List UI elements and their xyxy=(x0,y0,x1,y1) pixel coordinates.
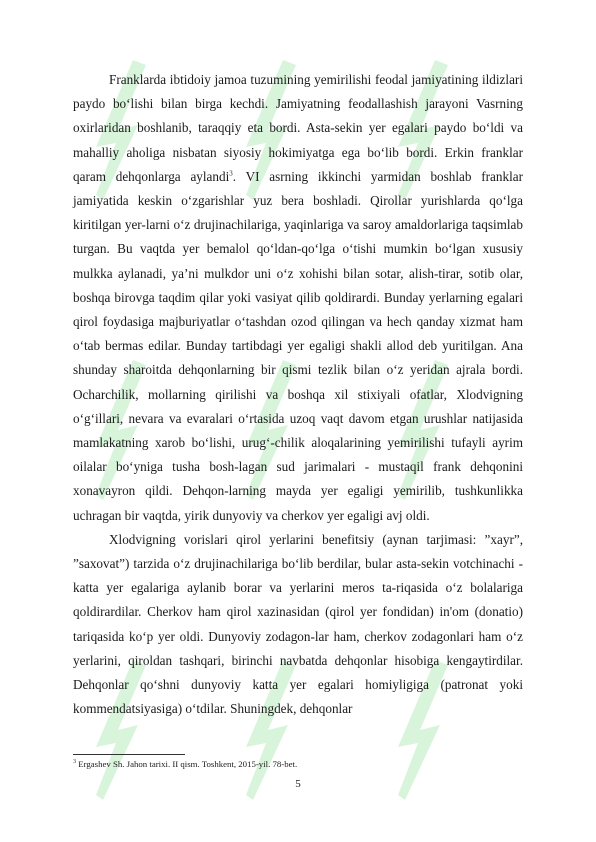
footnote xyxy=(73,759,523,770)
footnote-text: Ergashev Sh. Jahon tarixi. II qism. Toshkent, 2015-yil. 78-bet. xyxy=(76,759,298,769)
paragraph-text: . VI asrning ikkinchi yarmidan boshlab franklar jamiyatida keskin o‘zgarishlar yuz bera boshladi. Qirollar yurishlarda qo‘lga kiritilgan yer-larni o‘z drujinachilariga, yaqinlariga va saroy amaldorlariga taqsimlab turgan. Bu vaqtda yer bemalol qo‘ldan-qo‘lga o‘tishi mumkin bo‘lgan xususiy mulkka aylanadi, ya’ni mulkdor uni o‘z xohishi bilan sotar, alish-tirar, sotib olar, boshqa birovga taqdim qilar yoki vasiyat qilib qoldirardi. Bunday yerlarning egalari qirol foydasiga majburiyatlar o‘tashdan ozod qilingan va hech qanday xizmat ham o‘tab bermas edilar. Bunday tartibdagi yer egaligi shakli allod deb yuritilgan. Ana shunday sharoitda dehqonlarning bir qismi tezlik bilan o‘z yeridan ajrala bordi. Ocharchilik, mollarning qirilishi va boshqa xil stixiyali ofatlar, Xlodvigning o‘g‘illari, nevara va evaralari o‘rtasida uzoq vaqt davom etgan urushlar natijasida mamlakatning xarob bo‘lishi, urug‘-chilik aloqalarining yemirilishi tufayli ayrim oilalar bo‘yniga tusha bosh-lagan sud jarimalari - mustaqil frank dehqonini xonavayron qildi. Dehqon-larning mayda yer egaligi yemirilib, tushkunlikka uchragan bir vaqtda, yirik dunyoviy va cherkov yer egaligi avj oldi. xyxy=(73,168,523,523)
paragraph-text: Franklarda ibtidoiy jamoa tuzumining yemirilishi feodal jamiyatining ildizlari paydo bo‘lishi bilan birga kechdi. Jamiyatning feodallashish jarayoni Vasrning oxirlaridan boshlanib, taraqqiy eta bordi. Asta-sekin yer egalari paydo bo‘ldi va mahalliy aholiga nisbatan siyosiy hokimiyatga ega bo‘lib bordi. Erkin franklar qaram dehqonlarga aylandi xyxy=(73,72,523,184)
paragraph xyxy=(73,68,523,528)
footnote-reference[interactable]: 3 xyxy=(229,169,233,178)
footnote-marker: 3 xyxy=(73,759,76,766)
footnote-divider xyxy=(73,754,185,755)
page-number: 5 xyxy=(295,778,301,790)
body-text xyxy=(73,68,523,721)
paragraph: Xlodvigning vorislari qirol yerlarini benefitsiy (aynan tarjimasi: ”xayr”, ”saxovat”) tarzida o‘z drujinachilariga bo‘lib berdilar, bular asta-sekin votchinachi - katta yer egalariga aylanib borar va yerlarini meros ta-riqasida o‘z bolalariga qoldirardilar. Cherkov ham qirol xazinasidan (qirol yer fondidan) in'om (donatio) tariqasida ko‘p yer oldi. Dunyoviy zodagon-lar ham, cherkov zodagonlari ham o‘z yerlarini, qiroldan tashqari, birinchi navbatda dehqonlar hisobiga kengaytirdilar. Dehqonlar qo‘shni dunyoviy katta yer egalari homiyligiga (patronat yoki kommendatsiyasiga) o‘tdilar. Shuningdek, dehqonlar xyxy=(73,531,523,717)
